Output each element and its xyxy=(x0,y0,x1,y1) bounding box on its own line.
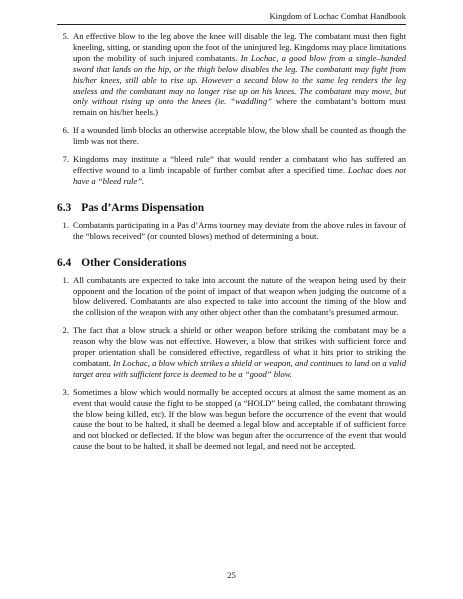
rule-number: 1. xyxy=(62,219,69,230)
text-segment: An effective blow to the leg above the knee will disable the leg. The combatant must then fight kneeling, sitting, or standing upon the foot of the uninjured leg. Kingdoms may place limitations upon the mobility of such injured combatants. xyxy=(73,31,406,63)
rule-text xyxy=(73,275,406,318)
running-header: Kingdom of Lochac Combat Handbook xyxy=(269,11,406,21)
rule-number: 1. xyxy=(62,274,69,285)
rule-text xyxy=(73,154,406,186)
rule-text xyxy=(73,220,406,241)
page-number: 25 xyxy=(227,570,236,580)
italic-text-segment: In Lochac, a good blow from a single–handed sword that lands on the hip, or the thigh below disables the leg. The combatant may fight from his/her knees, still able to rise up. However a second blow to the same leg renders the leg useless and the combatant may no longer rise up on his knees. The combatant may move, but only without rising up onto the knees (ie. “waddling” xyxy=(73,52,406,107)
header-rule xyxy=(57,24,406,25)
rule-item xyxy=(57,31,406,118)
rule-number: 5. xyxy=(62,31,69,41)
text-segment: Kingdoms may institute a “bleed rule” that would render a combatant who has suffered an effective wound to a limb incapable of further combat after a specified time. xyxy=(73,154,406,175)
text-segment: The fact that a blow struck a shield or other weapon before striking the combatant may be a reason why the blow was not effective. However, a blow that strikes with sufficient force and proper orientation shall be considered effective, regardless of what it hits prior to striking the combatant. xyxy=(73,325,406,368)
text-segment: Sometimes a blow which would normally be accepted occurs at almost the same moment as an event that would cause the fight to be stopped (a “HOLD” being called, the combatant throwing the blow being killed, etc). If the blow was begun before the occurrence of the event that would cause the bout to be halted, it shall be deemed a legal blow and acceptable if of sufficient force and not blocked or deflected. If the blow was begun after the occurrence of the event that would cause the bout to be halted, it shall be deemed not legal, and need not be accepted. xyxy=(73,386,406,452)
section-heading-6-4 xyxy=(57,256,406,270)
rule-text xyxy=(73,31,406,117)
rule-list-continued xyxy=(57,31,406,187)
text-segment: If a wounded limb blocks an otherwise acceptable blow, the blow shall be counted as though the limb was not there. xyxy=(73,125,406,147)
text-segment: Combatants participating in a Pas d’Arms tourney may deviate from the above rules in favour of the “blows received” (or counted blows) method of determining a bout. xyxy=(73,219,406,241)
section-number: 6.4 xyxy=(57,256,72,269)
section-heading-6-3 xyxy=(57,201,406,215)
section-title: Pas d’Arms Dispensation xyxy=(81,201,205,214)
rule-item xyxy=(57,325,406,380)
rule-item xyxy=(57,275,406,319)
rule-number: 7. xyxy=(62,154,69,165)
rule-text xyxy=(73,387,406,452)
section-number: 6.3 xyxy=(57,201,72,214)
text-segment: All combatants are expected to take into account the nature of the weapon being used by their opponent and the location of the point of impact of that weapon when judging the outcome of a blow delivered. Combatants are also expected to take into account the timing of the blow and the collision of the weapon with any other object other than the combatant’s presumed armour. xyxy=(73,274,406,318)
rule-text xyxy=(73,125,406,146)
rule-list-6-4 xyxy=(57,275,406,453)
rule-text xyxy=(73,325,406,379)
rule-number: 6. xyxy=(62,125,69,136)
section-title: Other Considerations xyxy=(81,256,187,269)
page-content xyxy=(57,31,406,452)
italic-text-segment: In Lochac, a blow which strikes a shield or weapon, and continues to land on a valid target area with sufficient force is deemed to be a “good” blow. xyxy=(73,357,406,379)
rule-number: 2. xyxy=(62,325,69,336)
rule-number: 3. xyxy=(62,386,69,397)
rule-item xyxy=(57,154,406,187)
rule-item xyxy=(57,220,406,242)
rule-item xyxy=(57,125,406,147)
rule-list-6-3 xyxy=(57,220,406,242)
rule-item xyxy=(57,387,406,452)
italic-text-segment: Lochac does not have a “bleed rule”. xyxy=(73,164,406,186)
text-segment: where the combatant’s bottom must remain on his/her heels.) xyxy=(73,96,406,118)
